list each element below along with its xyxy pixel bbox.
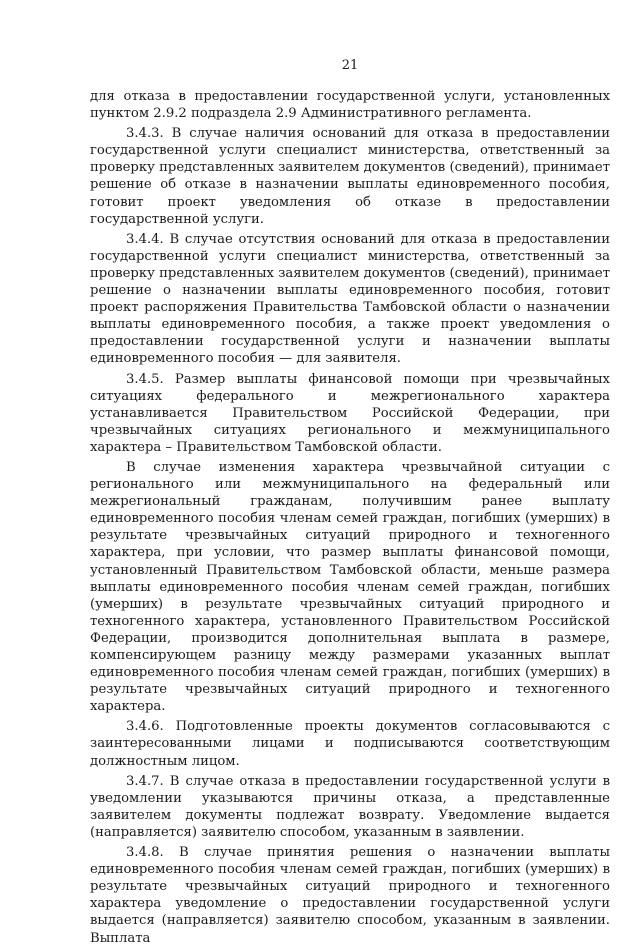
paragraph-3-4-5: 3.4.5. Размер выплаты финансовой помощи при чрезвычайных ситуациях федерального и межрегионального характера устанавливается Правительством Российской Федерации, при чрезвычайных ситуациях регионального и межмуниципального характера – Правительством Тамбовской области. — [90, 371, 610, 455]
paragraph-continuation: для отказа в предоставлении государственной услуги, установленных пунктом 2.9.2 подраздела 2.9 Административного регламента. — [90, 89, 610, 122]
document-body — [90, 88, 610, 947]
paragraph-3-4-6: 3.4.6. Подготовленные проекты документов согласовываются с заинтересованными лицами и подписываются соответствующим должностным лицом. — [90, 719, 610, 769]
paragraph-3-4-8: 3.4.8. В случае принятия решения о назначении выплаты единовременного пособия членам семей граждан, погибших (умерших) в результате чрезвычайных ситуаций природного и техногенного характера уведомление о предоставлении государственной услуги выдается (направляется) заявителю способом, указанным в заявлении. Выплата — [90, 845, 610, 946]
page-number: 21 — [341, 58, 359, 73]
paragraph-3-4-3: 3.4.3. В случае наличия оснований для отказа в предоставлении государственной услуги специалист министерства, ответственный за проверку представленных заявителем документов (сведений), принимает решение об отказе в назначении выплаты единовременного пособия, готовит проект уведомления об отказе в предоставлении государственной услуги. — [90, 126, 610, 227]
paragraph-3-4-7: 3.4.7. В случае отказа в предоставлении государственной услуги в уведомлении указываются причины отказа, а представленные заявителем документы подлежат возврату. Уведомление выдается (направляется) заявителю способом, указанным в заявлении. — [90, 773, 610, 840]
paragraph-emergency-change: В случае изменения характера чрезвычайной ситуации с регионального или межмуниципального на федеральный или межрегиональный гражданам, получившим ранее выплату единовременного пособия членам семей граждан, погибших (умерших) в результате чрезвычайных ситуаций природного и техногенного характера, при условии, что размер выплаты финансовой помощи, установленный Правительством Тамбовской области, меньше размера выплаты единовременного пособия членам семей граждан, погибших (умерших) в результате чрезвычайных ситуаций природного и техногенного характера, установленного Правительством Российской Федерации, производится дополнительная выплата в размере, компенсирующем разницу между размерами указанных выплат единовременного пособия членам семей граждан, погибших (умерших) в результате чрезвычайных ситуаций природного и техногенного характера. — [90, 459, 610, 715]
document-page — [90, 0, 610, 946]
paragraph-3-4-4: 3.4.4. В случае отсутствия оснований для отказа в предоставлении государственной услуги специалист министерства, ответственный за проверку представленных заявителем документов (сведений), принимает решение о назначении выплаты единовременного пособия, готовит проект распоряжения Правительства Тамбовской области о назначении выплаты единовременного пособия, а также проект уведомления о предоставлении государственной услуги и назначении выплаты единовременного пособия — для заявителя. — [90, 231, 610, 367]
